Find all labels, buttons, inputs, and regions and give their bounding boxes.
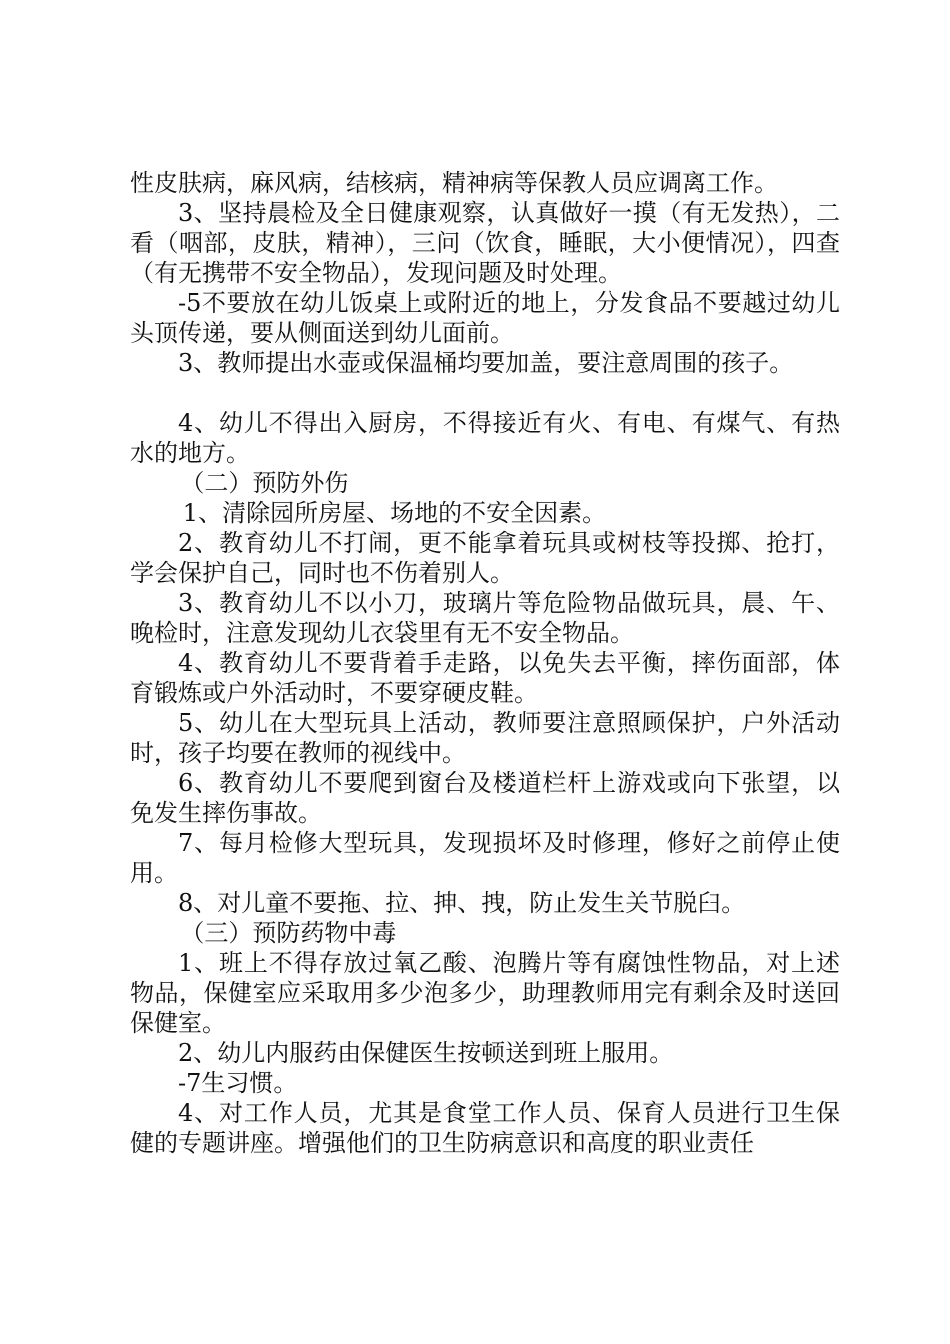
paragraph-poisoning-1: 1、班上不得存放过氧乙酸、泡腾片等有腐蚀性物品，对上述物品，保健室应采取用多少泡多少，助理教师用完有剩余及时送回保健室。 — [130, 949, 840, 1037]
paragraph-injury-3: 3、教育幼儿不以小刀，玻璃片等危险物品做玩具，晨、午、晚检时，注意发现幼儿衣袋里有无不安全物品。 — [130, 589, 840, 647]
paragraph-food-distribution: -5不要放在幼儿饭桌上或附近的地上，分发食品不要越过幼儿头顶传递，要从侧面送到幼儿面前。 — [130, 289, 840, 347]
section-heading-injury: （二）预防外伤 — [180, 469, 349, 497]
paragraph-poisoning-2: 2、幼儿内服药由保健医生按顿送到班上服用。 — [178, 1039, 674, 1067]
paragraph-injury-4: 4、教育幼儿不要背着手走路，以免失去平衡，摔伤面部，体育锻炼或户外活动时，不要穿硬皮鞋。 — [130, 649, 840, 707]
paragraph-injury-2: 2、教育幼儿不打闹，更不能拿着玩具或树枝等投掷、抢打，学会保护自己，同时也不伤着别人。 — [130, 529, 840, 587]
paragraph-injury-5: 5、幼儿在大型玩具上活动，教师要注意照顾保护，户外活动时，孩子均要在教师的视线中。 — [130, 709, 840, 767]
paragraph-injury-6: 6、教育幼儿不要爬到窗台及楼道栏杆上游戏或向下张望，以免发生摔伤事故。 — [130, 769, 840, 827]
paragraph-gap — [130, 378, 840, 408]
paragraph-habits-fragment: -7生习惯。 — [178, 1069, 298, 1097]
paragraph-injury-8: 8、对儿童不要拖、拉、抻、拽，防止发生关节脱臼。 — [178, 889, 746, 917]
paragraph-kettle-cover: 3、教师提出水壶或保温桶均要加盖，要注意周围的孩子。 — [178, 349, 794, 377]
paragraph-staff-training: 4、对工作人员，尤其是食堂工作人员、保育人员进行卫生保健的专题讲座。增强他们的卫生防病意识和高度的职业责任 — [130, 1099, 840, 1157]
paragraph-injury-7: 7、每月检修大型玩具，发现损坏及时修理，修好之前停止使用。 — [130, 829, 840, 887]
paragraph-injury-1: 1、清除园所房屋、场地的不安全因素。 — [182, 499, 607, 527]
section-heading-poisoning: （三）预防药物中毒 — [180, 919, 397, 947]
paragraph-morning-check: 3、坚持晨检及全日健康观察，认真做好一摸（有无发热），二看（咽部，皮肤，精神），三问（饮食，睡眠，大小便情况），四查（有无携带不安全物品），发现问题及时处理。 — [130, 199, 840, 287]
paragraph-continuation: 性皮肤病，麻风病，结核病，精神病等保教人员应调离工作。 — [130, 169, 778, 197]
paragraph-kitchen-rule: 4、幼儿不得出入厨房，不得接近有火、有电、有煤气、有热水的地方。 — [130, 409, 840, 467]
document-body — [130, 168, 840, 1158]
